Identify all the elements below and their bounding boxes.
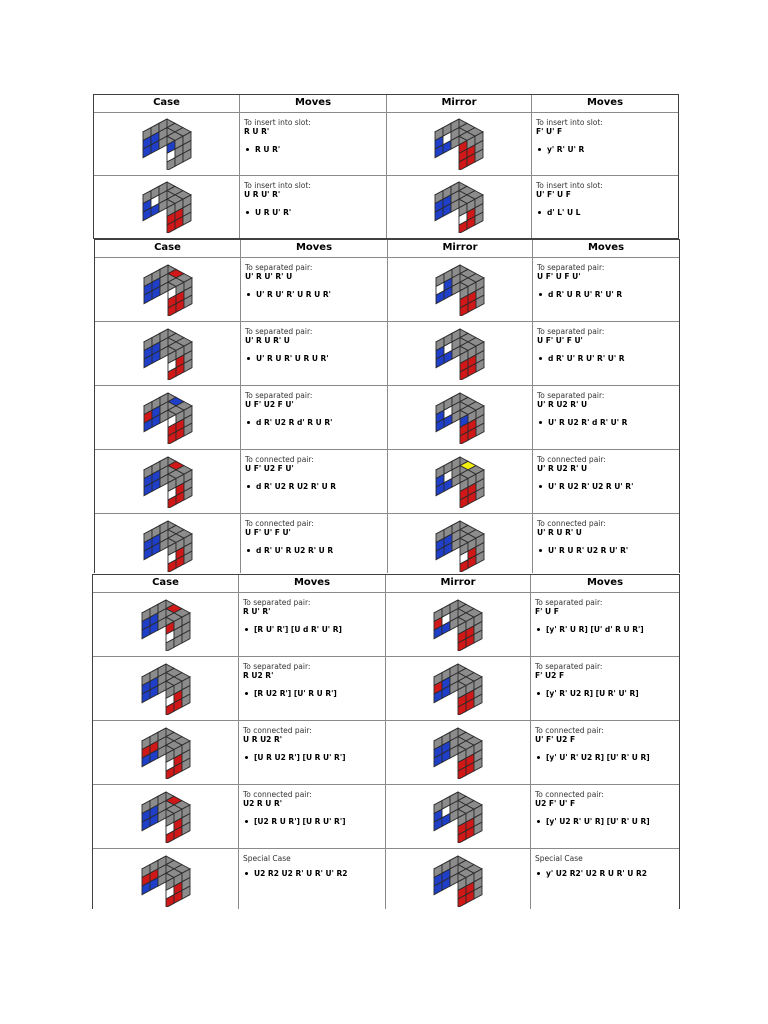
header-mirror-moves: Moves bbox=[586, 577, 624, 588]
rubiks-cube-icon bbox=[143, 328, 193, 380]
algorithm-text: y' U2 R2' U2 R U R' U R2 bbox=[546, 869, 648, 878]
table-row bbox=[93, 721, 679, 785]
case-image-cell bbox=[94, 176, 240, 238]
mirror-image-cell bbox=[388, 258, 533, 321]
algorithm-item bbox=[243, 753, 381, 762]
moves-cell bbox=[241, 514, 388, 573]
mirror-moves-cell bbox=[533, 258, 679, 321]
algorithm-item bbox=[245, 546, 383, 555]
situation-label: To separated pair: bbox=[535, 662, 603, 671]
situation-label: To connected pair: bbox=[537, 519, 606, 528]
rubiks-cube-icon bbox=[141, 599, 191, 651]
moves-cell bbox=[239, 721, 386, 784]
situation-label: To separated pair: bbox=[535, 598, 603, 607]
moves-cell bbox=[240, 113, 387, 175]
bullet-icon bbox=[539, 485, 542, 488]
header-moves: Moves bbox=[241, 240, 388, 257]
situation-label: Special Case bbox=[243, 854, 291, 863]
setup-moves: U' R U R' U bbox=[245, 336, 290, 345]
mirror-moves-cell bbox=[533, 450, 679, 513]
mirror-moves-cell bbox=[531, 721, 679, 784]
algorithm-item bbox=[245, 354, 383, 363]
rubiks-cube-icon bbox=[143, 392, 193, 444]
bullet-icon bbox=[539, 357, 542, 360]
header-mirror: Mirror bbox=[386, 575, 531, 592]
rubiks-cube-icon bbox=[433, 791, 483, 843]
case-image-cell bbox=[95, 514, 241, 573]
mirror-image-cell bbox=[386, 721, 531, 784]
algorithm-text: d R' U2 R U2 R' U R bbox=[256, 482, 337, 491]
f2l-table-3 bbox=[92, 574, 680, 909]
setup-moves: F' U2 F bbox=[535, 671, 565, 680]
setup-moves: U R U' R' bbox=[244, 190, 281, 199]
algorithm-item bbox=[245, 418, 383, 427]
mirror-moves-cell bbox=[532, 176, 678, 238]
algorithm-item bbox=[537, 290, 675, 299]
situation-label: To separated pair: bbox=[243, 598, 311, 607]
header-mirror-moves: Moves bbox=[587, 242, 625, 253]
bullet-icon bbox=[245, 756, 248, 759]
case-image-cell bbox=[94, 113, 240, 175]
mirror-image-cell bbox=[388, 514, 533, 573]
header-mirror: Mirror bbox=[388, 240, 533, 257]
moves-cell bbox=[239, 593, 386, 656]
algorithm-text: y' R' U' R bbox=[547, 145, 585, 154]
situation-label: To separated pair: bbox=[243, 662, 311, 671]
setup-moves: U' F' U2 F bbox=[535, 735, 576, 744]
situation-label: To separated pair: bbox=[537, 263, 605, 272]
situation-label: Special Case bbox=[535, 854, 583, 863]
case-image-cell bbox=[93, 721, 239, 784]
situation-label: To insert into slot: bbox=[244, 118, 311, 127]
algorithm-text: U2 R2 U2 R' U R' U' R2 bbox=[254, 869, 348, 878]
algorithm-item bbox=[535, 753, 675, 762]
bullet-icon bbox=[246, 211, 249, 214]
algorithm-text: [y' U' R' U2 R] [U' R' U R] bbox=[546, 753, 650, 762]
bullet-icon bbox=[539, 293, 542, 296]
moves-cell bbox=[239, 785, 386, 848]
mirror-image-cell bbox=[388, 450, 533, 513]
table-row bbox=[95, 322, 679, 386]
table-row bbox=[95, 514, 679, 573]
case-image-cell bbox=[95, 450, 241, 513]
algorithm-item bbox=[536, 208, 674, 217]
algorithm-text: d' L' U L bbox=[547, 208, 581, 217]
mirror-image-cell bbox=[386, 849, 531, 909]
rubiks-cube-icon bbox=[433, 663, 483, 715]
bullet-icon bbox=[537, 692, 540, 695]
case-image-cell bbox=[95, 258, 241, 321]
algorithm-item bbox=[243, 689, 381, 698]
table-row bbox=[94, 176, 678, 238]
bullet-icon bbox=[537, 872, 540, 875]
bullet-icon bbox=[247, 293, 250, 296]
rubiks-cube-icon bbox=[434, 118, 484, 170]
bullet-icon bbox=[246, 148, 249, 151]
moves-cell bbox=[241, 258, 388, 321]
algorithm-item bbox=[245, 290, 383, 299]
algorithm-item bbox=[244, 145, 382, 154]
rubiks-cube-icon bbox=[142, 181, 192, 233]
table-row bbox=[95, 386, 679, 450]
mirror-moves-cell bbox=[532, 113, 678, 175]
table-header bbox=[94, 95, 678, 113]
algorithm-text: U R U' R' bbox=[255, 208, 292, 217]
bullet-icon bbox=[247, 357, 250, 360]
mirror-moves-cell bbox=[533, 386, 679, 449]
algorithm-item bbox=[535, 817, 675, 826]
setup-moves: F' U F bbox=[535, 607, 559, 616]
rubiks-cube-icon bbox=[433, 599, 483, 651]
algorithm-text: [y' R' U R] [U' d' R U R'] bbox=[546, 625, 644, 634]
setup-moves: U F' U' F U' bbox=[245, 528, 291, 537]
setup-moves: U2 R U R' bbox=[243, 799, 283, 808]
setup-moves: U R U2 R' bbox=[243, 735, 283, 744]
rubiks-cube-icon bbox=[435, 264, 485, 316]
mirror-image-cell bbox=[388, 386, 533, 449]
algorithm-text: [R U' R'] [U d R' U' R] bbox=[254, 625, 342, 634]
bullet-icon bbox=[539, 549, 542, 552]
moves-cell bbox=[240, 176, 387, 238]
rubiks-cube-icon bbox=[143, 456, 193, 508]
situation-label: To separated pair: bbox=[537, 391, 605, 400]
setup-moves: U' F' U F bbox=[536, 190, 571, 199]
bullet-icon bbox=[245, 692, 248, 695]
rubiks-cube-icon bbox=[435, 392, 485, 444]
rubiks-cube-icon bbox=[141, 855, 191, 907]
algorithm-text: U' R U R' U2 R U' R' bbox=[548, 546, 629, 555]
bullet-icon bbox=[538, 211, 541, 214]
setup-moves: R U' R' bbox=[243, 607, 271, 616]
setup-moves: F' U' F bbox=[536, 127, 563, 136]
situation-label: To separated pair: bbox=[245, 263, 313, 272]
situation-label: To connected pair: bbox=[535, 790, 604, 799]
situation-label: To separated pair: bbox=[245, 391, 313, 400]
situation-label: To insert into slot: bbox=[536, 181, 603, 190]
setup-moves: U F' U2 F U' bbox=[245, 400, 294, 409]
case-image-cell bbox=[93, 785, 239, 848]
algorithm-item bbox=[537, 482, 675, 491]
setup-moves: U' R U2 R' U bbox=[537, 464, 588, 473]
setup-moves: U' R U' R' U bbox=[245, 272, 293, 281]
algorithm-text: d R' U' R U' R' U' R bbox=[548, 354, 625, 363]
bullet-icon bbox=[245, 628, 248, 631]
algorithm-item bbox=[244, 208, 382, 217]
bullet-icon bbox=[245, 820, 248, 823]
rubiks-cube-icon bbox=[435, 520, 485, 572]
setup-moves: U' R U R' U bbox=[537, 528, 582, 537]
case-image-cell bbox=[95, 322, 241, 385]
header-mirror-moves: Moves bbox=[586, 97, 624, 108]
rubiks-cube-icon bbox=[141, 727, 191, 779]
algorithm-text: [R U2 R'] [U' R U R'] bbox=[254, 689, 337, 698]
algorithm-text: [U R U2 R'] [U R U' R'] bbox=[254, 753, 346, 762]
algorithm-item bbox=[243, 869, 381, 878]
algorithm-item bbox=[535, 689, 675, 698]
algorithm-item bbox=[243, 625, 381, 634]
situation-label: To connected pair: bbox=[537, 455, 606, 464]
setup-moves: U F' U2 F U' bbox=[245, 464, 294, 473]
situation-label: To separated pair: bbox=[245, 327, 313, 336]
setup-moves: R U2 R' bbox=[243, 671, 274, 680]
table-row bbox=[94, 113, 678, 176]
case-image-cell bbox=[93, 657, 239, 720]
f2l-table-1 bbox=[93, 94, 679, 239]
mirror-moves-cell bbox=[531, 785, 679, 848]
header-mirror: Mirror bbox=[387, 95, 532, 112]
algorithm-text: d R' U' R U2 R' U R bbox=[256, 546, 334, 555]
moves-cell bbox=[241, 450, 388, 513]
mirror-image-cell bbox=[387, 113, 532, 175]
algorithm-text: U' R U2 R' d R' U' R bbox=[548, 418, 628, 427]
algorithm-item bbox=[245, 482, 383, 491]
algorithm-text: [y' R' U2 R] [U R' U' R] bbox=[546, 689, 639, 698]
header-moves: Moves bbox=[240, 95, 387, 112]
rubiks-cube-icon bbox=[143, 264, 193, 316]
table-row bbox=[93, 785, 679, 849]
mirror-image-cell bbox=[386, 657, 531, 720]
table-row bbox=[93, 657, 679, 721]
setup-moves: U F' U' F U' bbox=[537, 336, 583, 345]
mirror-moves-cell bbox=[533, 322, 679, 385]
table-row bbox=[93, 849, 679, 909]
situation-label: To connected pair: bbox=[243, 726, 312, 735]
bullet-icon bbox=[537, 820, 540, 823]
setup-moves: U2 F' U' F bbox=[535, 799, 576, 808]
header-moves: Moves bbox=[239, 575, 386, 592]
rubiks-cube-icon bbox=[435, 328, 485, 380]
case-image-cell bbox=[93, 849, 239, 909]
bullet-icon bbox=[539, 421, 542, 424]
case-image-cell bbox=[93, 593, 239, 656]
algorithm-text: [U2 R U R'] [U R U' R'] bbox=[254, 817, 346, 826]
situation-label: To connected pair: bbox=[535, 726, 604, 735]
algorithm-text: [y' U2 R' U' R] [U' R' U R] bbox=[546, 817, 650, 826]
header-case: Case bbox=[95, 240, 241, 257]
rubiks-cube-icon bbox=[433, 855, 483, 907]
f2l-table-2 bbox=[94, 239, 680, 573]
table-header bbox=[93, 575, 679, 593]
algorithm-text: R U R' bbox=[255, 145, 281, 154]
algorithm-text: U' R U2 R' U2 R U' R' bbox=[548, 482, 634, 491]
rubiks-cube-icon bbox=[434, 181, 484, 233]
bullet-icon bbox=[245, 872, 248, 875]
algorithm-item bbox=[537, 546, 675, 555]
situation-label: To connected pair: bbox=[245, 519, 314, 528]
algorithm-text: U' R U R' U R U R' bbox=[256, 354, 329, 363]
table-row bbox=[95, 450, 679, 514]
mirror-image-cell bbox=[387, 176, 532, 238]
setup-moves: U' R U2 R' U bbox=[537, 400, 588, 409]
algorithm-text: U' R U' R' U R U R' bbox=[256, 290, 331, 299]
header-case: Case bbox=[93, 575, 239, 592]
setup-moves: U F' U F U' bbox=[537, 272, 581, 281]
situation-label: To insert into slot: bbox=[244, 181, 311, 190]
table-row bbox=[93, 593, 679, 657]
situation-label: To separated pair: bbox=[537, 327, 605, 336]
algorithm-item bbox=[537, 418, 675, 427]
mirror-moves-cell bbox=[531, 657, 679, 720]
situation-label: To connected pair: bbox=[243, 790, 312, 799]
algorithm-item bbox=[243, 817, 381, 826]
algorithm-text: d R' U R U' R' U' R bbox=[548, 290, 623, 299]
algorithm-item bbox=[537, 354, 675, 363]
mirror-moves-cell bbox=[531, 593, 679, 656]
rubiks-cube-icon bbox=[141, 663, 191, 715]
mirror-image-cell bbox=[386, 593, 531, 656]
algorithm-item bbox=[535, 869, 675, 878]
mirror-image-cell bbox=[388, 322, 533, 385]
bullet-icon bbox=[537, 756, 540, 759]
bullet-icon bbox=[537, 628, 540, 631]
moves-cell bbox=[241, 322, 388, 385]
setup-moves: R U R' bbox=[244, 127, 270, 136]
mirror-moves-cell bbox=[533, 514, 679, 573]
rubiks-cube-icon bbox=[141, 791, 191, 843]
moves-cell bbox=[241, 386, 388, 449]
situation-label: To connected pair: bbox=[245, 455, 314, 464]
table-row bbox=[95, 258, 679, 322]
algorithm-item bbox=[536, 145, 674, 154]
bullet-icon bbox=[247, 485, 250, 488]
algorithm-text: d R' U2 R d' R U R' bbox=[256, 418, 333, 427]
rubiks-cube-icon bbox=[435, 456, 485, 508]
moves-cell bbox=[239, 849, 386, 909]
rubiks-cube-icon bbox=[142, 118, 192, 170]
moves-cell bbox=[239, 657, 386, 720]
table-header bbox=[95, 240, 679, 258]
bullet-icon bbox=[247, 549, 250, 552]
rubiks-cube-icon bbox=[433, 727, 483, 779]
mirror-moves-cell bbox=[531, 849, 679, 909]
case-image-cell bbox=[95, 386, 241, 449]
rubiks-cube-icon bbox=[143, 520, 193, 572]
situation-label: To insert into slot: bbox=[536, 118, 603, 127]
mirror-image-cell bbox=[386, 785, 531, 848]
algorithm-item bbox=[535, 625, 675, 634]
bullet-icon bbox=[247, 421, 250, 424]
header-case: Case bbox=[94, 95, 240, 112]
bullet-icon bbox=[538, 148, 541, 151]
